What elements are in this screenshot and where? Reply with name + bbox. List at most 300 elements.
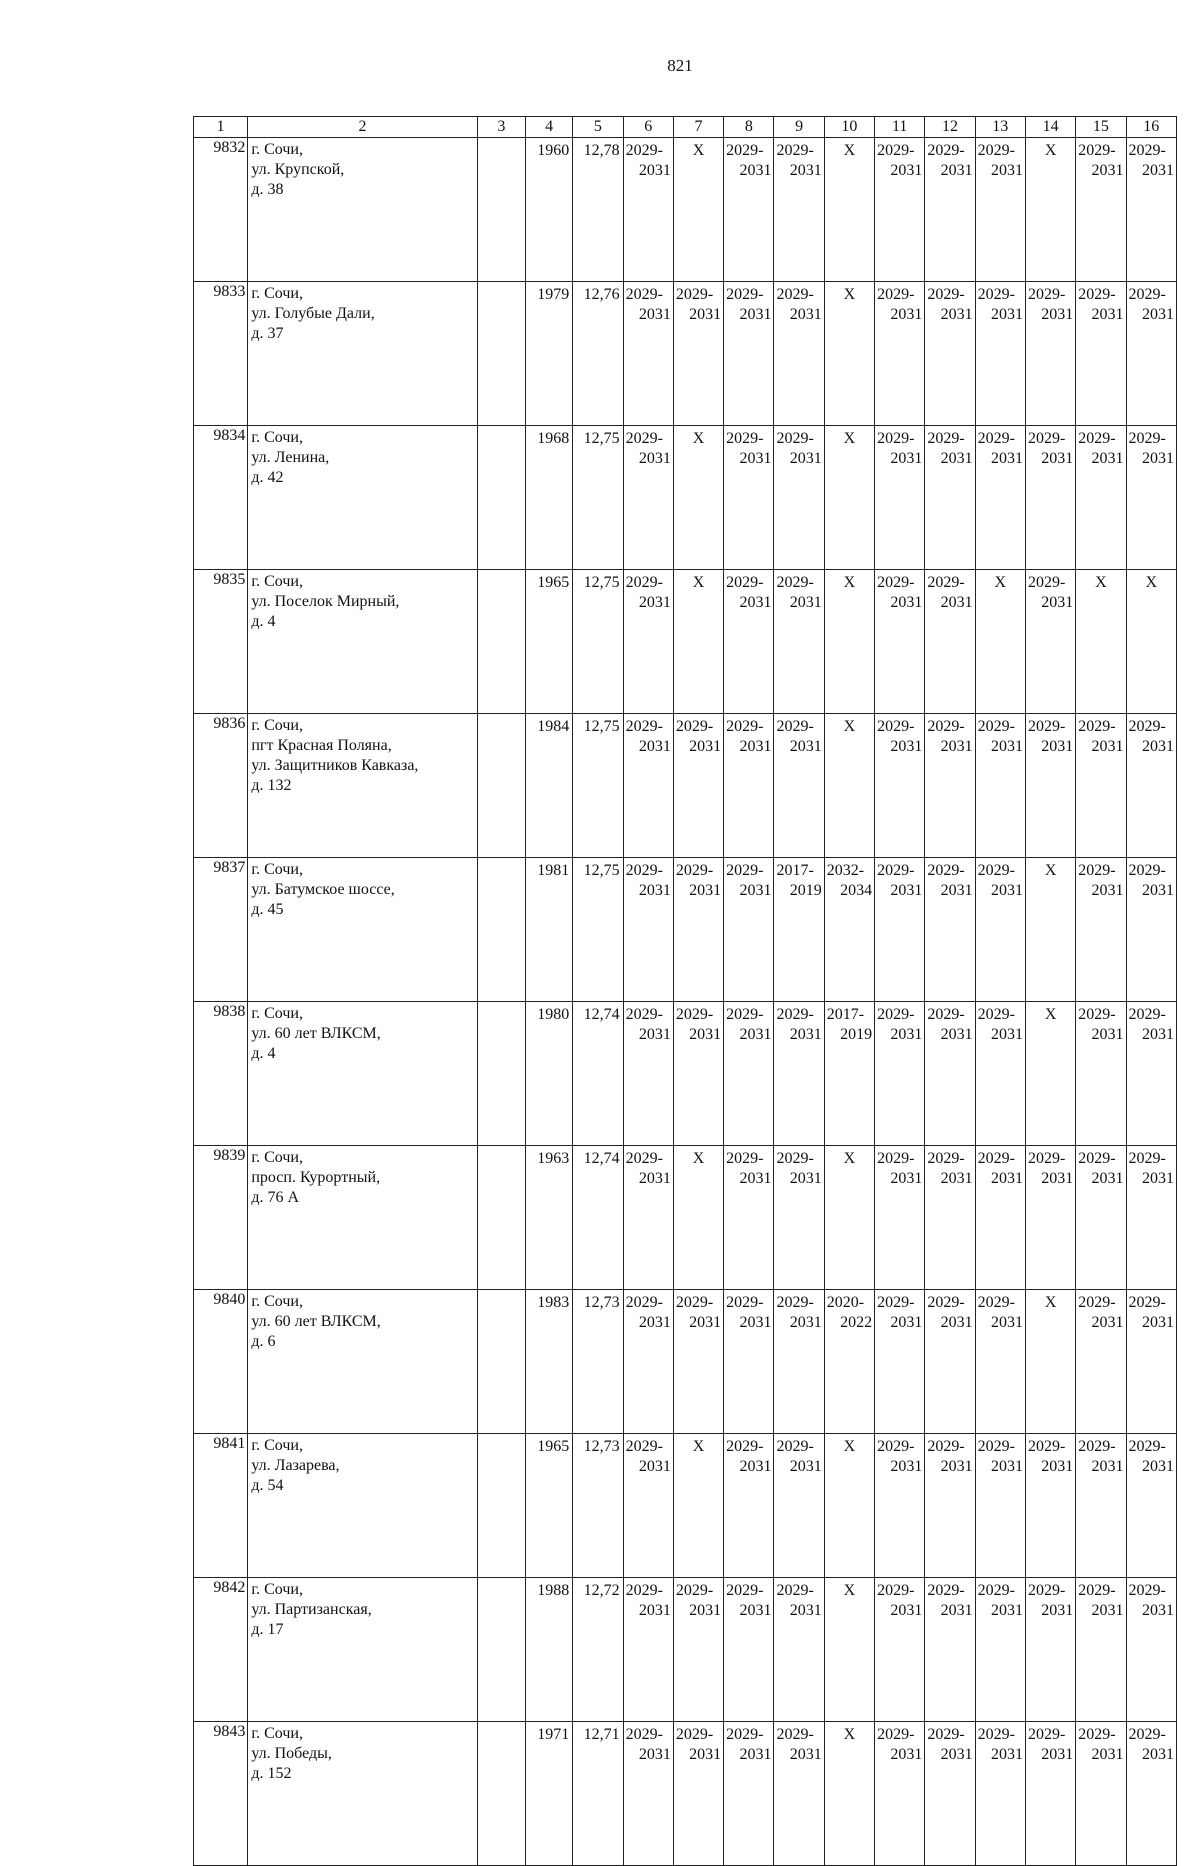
address-cell (248, 858, 477, 1002)
period-cell (1025, 1434, 1075, 1578)
period-start: 2029- (927, 718, 965, 735)
address-line: г. Сочи, (251, 285, 303, 302)
col-header: 8 (724, 117, 774, 138)
col-header: 3 (477, 117, 525, 138)
empty-column-3-cell (477, 426, 525, 570)
address-line: г. Сочи, (251, 1293, 303, 1310)
period-start: 2029- (625, 430, 663, 447)
period-start: 2029- (927, 430, 965, 447)
address-line: г. Сочи, (251, 1149, 303, 1166)
period-end: 2031 (1041, 450, 1074, 467)
period-start: 2029- (1027, 1438, 1066, 1455)
period-cell (724, 1434, 774, 1578)
period-start: 2029- (776, 1150, 814, 1167)
address-line: д. 132 (251, 777, 292, 794)
address-line: д. 45 (251, 901, 284, 918)
period-cell (875, 282, 925, 426)
period-start: 2029- (675, 1726, 714, 1743)
build-year-cell: 1965 (526, 1434, 573, 1578)
period-start: 2020- (826, 1294, 865, 1311)
period-start: 2029- (776, 286, 814, 303)
period-end: 2031 (990, 1170, 1023, 1187)
period-end: 2031 (638, 1026, 671, 1043)
index-value-cell: 12,74 (573, 1146, 623, 1290)
period-cell (724, 1578, 774, 1722)
index-value-cell: 12,75 (573, 426, 623, 570)
period-end: 2031 (1091, 882, 1124, 899)
address-line: д. 4 (251, 613, 276, 630)
period-end: 2031 (739, 1746, 772, 1763)
period-start: 2029- (1128, 862, 1166, 879)
period-cell (724, 714, 774, 858)
period-end: 2031 (1142, 1314, 1174, 1331)
address-line: д. 152 (251, 1765, 292, 1782)
period-start: 2029- (625, 574, 663, 591)
period-start: 2029- (927, 574, 965, 591)
period-end: 2031 (940, 1170, 973, 1187)
period-end: 2031 (890, 1026, 923, 1043)
period-cell (975, 570, 1025, 714)
build-year-cell: 1968 (526, 426, 573, 570)
period-cell (975, 1002, 1025, 1146)
period-start: 2029- (776, 1438, 814, 1455)
period-cell (925, 858, 975, 1002)
period-start: 2029- (726, 1150, 764, 1167)
period-start: 2029- (927, 862, 965, 879)
period-cell (1025, 138, 1075, 282)
period-end: 2019 (840, 1026, 873, 1043)
period-end: 2031 (789, 1458, 822, 1475)
period-start: 2029- (776, 1294, 814, 1311)
col-header: 1 (194, 117, 248, 138)
period-start: 2029- (726, 574, 764, 591)
period-cell (824, 714, 874, 858)
period-end: 2031 (1041, 738, 1074, 755)
period-end: 2031 (1041, 306, 1074, 323)
record-number-cell: 9842 (194, 1578, 248, 1722)
period-cell (1076, 426, 1126, 570)
period-start: 2029- (625, 862, 663, 879)
period-start: 2029- (1027, 718, 1066, 735)
period-end: 2031 (638, 1314, 671, 1331)
period-cell (975, 1578, 1025, 1722)
table-row (194, 1434, 1177, 1578)
period-end: 2031 (1091, 1458, 1124, 1475)
period-start: 2029- (877, 1150, 915, 1167)
period-cell (774, 282, 824, 426)
period-cell (875, 1002, 925, 1146)
build-year-cell: 1983 (526, 1290, 573, 1434)
period-cell (824, 1578, 874, 1722)
period-cell (1076, 714, 1126, 858)
period-end: 2031 (1091, 1026, 1124, 1043)
address-line: г. Сочи, (251, 1581, 303, 1598)
address-line: ул. Голубые Дали, (251, 305, 375, 322)
period-end: 2031 (789, 162, 822, 179)
period-none-mark: X (843, 430, 856, 447)
period-end: 2031 (1041, 1170, 1074, 1187)
period-end: 2031 (689, 1314, 722, 1331)
period-cell (975, 1434, 1025, 1578)
period-start: 2029- (927, 1438, 965, 1455)
period-end: 2031 (638, 1746, 671, 1763)
period-start: 2029- (776, 1582, 814, 1599)
index-value-cell: 12,72 (573, 1578, 623, 1722)
build-year-cell: 1984 (526, 714, 573, 858)
period-cell (623, 282, 673, 426)
address-line: д. 4 (251, 1045, 276, 1062)
period-start: 2029- (776, 1006, 814, 1023)
period-cell (774, 1434, 824, 1578)
period-start: 2029- (977, 430, 1015, 447)
period-cell (975, 1290, 1025, 1434)
address-line: ул. Партизанская, (251, 1601, 372, 1618)
period-cell (774, 714, 824, 858)
index-value-cell: 12,73 (573, 1434, 623, 1578)
period-start: 2029- (1027, 1726, 1066, 1743)
period-end: 2031 (1142, 1458, 1174, 1475)
period-cell (673, 1290, 723, 1434)
address-line: ул. Защитников Кавказа, (251, 757, 419, 774)
period-end: 2031 (1142, 882, 1174, 899)
period-start: 2029- (675, 286, 714, 303)
period-start: 2029- (927, 1294, 965, 1311)
period-start: 2029- (726, 142, 764, 159)
period-end: 2031 (940, 1746, 973, 1763)
index-value-cell: 12,75 (573, 570, 623, 714)
period-cell (1076, 1578, 1126, 1722)
record-number-cell: 9832 (194, 138, 248, 282)
period-none-mark: X (843, 286, 856, 303)
period-none-mark: X (692, 142, 705, 159)
period-end: 2031 (1091, 738, 1124, 755)
period-start: 2029- (927, 1150, 965, 1167)
period-start: 2029- (1128, 1438, 1166, 1455)
period-end: 2031 (990, 306, 1023, 323)
period-start: 2029- (877, 1582, 915, 1599)
period-end: 2031 (940, 1026, 973, 1043)
period-end: 2031 (789, 1746, 822, 1763)
period-end: 2031 (739, 1314, 772, 1331)
period-cell (925, 282, 975, 426)
empty-column-3-cell (477, 570, 525, 714)
period-end: 2031 (638, 738, 671, 755)
address-line: г. Сочи, (251, 141, 303, 158)
address-cell (248, 1002, 477, 1146)
address-line: ул. Лазарева, (251, 1457, 340, 1474)
period-start: 2029- (877, 1726, 915, 1743)
period-cell (724, 426, 774, 570)
period-cell (925, 1722, 975, 1866)
period-start: 2029- (877, 574, 915, 591)
table-row (194, 1722, 1177, 1866)
period-cell (1076, 1002, 1126, 1146)
period-start: 2029- (675, 1006, 714, 1023)
col-header: 13 (975, 117, 1025, 138)
col-header: 6 (623, 117, 673, 138)
period-start: 2029- (1027, 430, 1066, 447)
period-cell (1025, 1290, 1075, 1434)
record-number-cell: 9834 (194, 426, 248, 570)
period-end: 2031 (789, 1170, 822, 1187)
period-cell (1126, 570, 1176, 714)
period-end: 2031 (638, 882, 671, 899)
build-year-cell: 1971 (526, 1722, 573, 1866)
period-none-mark: X (843, 1582, 856, 1599)
address-line: ул. Победы, (251, 1745, 332, 1762)
col-header: 11 (875, 117, 925, 138)
period-cell (623, 138, 673, 282)
period-cell (824, 1722, 874, 1866)
address-line: г. Сочи, (251, 429, 303, 446)
period-none-mark: X (1044, 142, 1057, 159)
index-value-cell: 12,76 (573, 282, 623, 426)
period-none-mark: X (843, 1726, 856, 1743)
period-end: 2031 (789, 306, 822, 323)
period-cell (623, 714, 673, 858)
period-cell (875, 858, 925, 1002)
housing-register-table (193, 116, 1177, 1866)
record-number-cell: 9838 (194, 1002, 248, 1146)
period-cell (1126, 858, 1176, 1002)
period-start: 2029- (1078, 1294, 1116, 1311)
period-start: 2029- (625, 1726, 663, 1743)
period-cell (623, 1002, 673, 1146)
period-cell (774, 138, 824, 282)
period-cell (824, 1146, 874, 1290)
period-cell (724, 1290, 774, 1434)
period-cell (1126, 1722, 1176, 1866)
address-line: г. Сочи, (251, 573, 303, 590)
period-cell (623, 1146, 673, 1290)
period-start: 2029- (726, 1582, 764, 1599)
period-start: 2029- (726, 1006, 764, 1023)
period-cell (724, 1002, 774, 1146)
period-start: 2029- (675, 718, 714, 735)
col-header: 9 (774, 117, 824, 138)
period-cell (1126, 1434, 1176, 1578)
period-cell (724, 138, 774, 282)
period-start: 2029- (776, 574, 814, 591)
period-cell (975, 426, 1025, 570)
period-end: 2031 (940, 594, 973, 611)
empty-column-3-cell (477, 1434, 525, 1578)
period-cell (724, 570, 774, 714)
period-start: 2029- (1078, 1150, 1116, 1167)
empty-column-3-cell (477, 1290, 525, 1434)
empty-column-3-cell (477, 138, 525, 282)
period-end: 2031 (789, 1602, 822, 1619)
col-header: 16 (1126, 117, 1176, 138)
period-cell (925, 570, 975, 714)
period-start: 2029- (977, 1438, 1015, 1455)
address-cell (248, 282, 477, 426)
col-header: 4 (526, 117, 573, 138)
period-start: 2029- (776, 1726, 814, 1743)
period-cell (925, 138, 975, 282)
period-start: 2029- (1078, 862, 1116, 879)
period-start: 2029- (776, 142, 814, 159)
col-header: 5 (573, 117, 623, 138)
period-cell (875, 714, 925, 858)
table-row (194, 138, 1177, 282)
col-header: 7 (673, 117, 723, 138)
period-start: 2029- (726, 286, 764, 303)
period-end: 2031 (739, 738, 772, 755)
period-cell (1025, 1578, 1075, 1722)
build-year-cell: 1979 (526, 282, 573, 426)
table-row (194, 858, 1177, 1002)
period-none-mark: X (843, 574, 856, 591)
period-end: 2031 (940, 162, 973, 179)
empty-column-3-cell (477, 1146, 525, 1290)
period-cell (673, 1722, 723, 1866)
period-end: 2031 (1091, 1602, 1124, 1619)
period-end: 2031 (890, 882, 923, 899)
period-cell (673, 1146, 723, 1290)
period-cell (1126, 1002, 1176, 1146)
period-cell (1025, 570, 1075, 714)
period-cell (1076, 1722, 1126, 1866)
address-line: ул. Поселок Мирный, (251, 593, 400, 610)
period-cell (975, 1146, 1025, 1290)
period-cell (673, 1434, 723, 1578)
address-line: ул. Ленина, (251, 449, 330, 466)
period-cell (724, 1722, 774, 1866)
period-end: 2031 (1142, 1170, 1174, 1187)
period-none-mark: X (692, 1438, 705, 1455)
period-cell (925, 714, 975, 858)
period-cell (623, 1434, 673, 1578)
period-none-mark: X (843, 142, 856, 159)
period-cell (1025, 858, 1075, 1002)
period-start: 2029- (927, 1726, 965, 1743)
period-end: 2031 (689, 1026, 722, 1043)
period-start: 2029- (1027, 1582, 1066, 1599)
period-start: 2029- (1078, 1726, 1116, 1743)
period-end: 2031 (940, 1458, 973, 1475)
period-start: 2029- (1128, 1150, 1166, 1167)
period-start: 2029- (776, 718, 814, 735)
address-line: ул. 60 лет ВЛКСМ, (251, 1025, 381, 1042)
table-row (194, 282, 1177, 426)
period-cell (774, 1002, 824, 1146)
period-start: 2029- (1078, 142, 1116, 159)
index-value-cell: 12,75 (573, 714, 623, 858)
period-end: 2031 (689, 882, 722, 899)
period-cell (975, 138, 1025, 282)
period-start: 2029- (1078, 430, 1116, 447)
col-header: 14 (1025, 117, 1075, 138)
period-start: 2029- (977, 1294, 1015, 1311)
period-cell (774, 1290, 824, 1434)
period-start: 2029- (877, 718, 915, 735)
period-cell (774, 1722, 824, 1866)
period-start: 2017- (826, 1006, 865, 1023)
period-end: 2031 (990, 1602, 1023, 1619)
period-end: 2031 (1142, 162, 1174, 179)
index-value-cell: 12,73 (573, 1290, 623, 1434)
period-cell (774, 1146, 824, 1290)
period-end: 2031 (1142, 450, 1174, 467)
address-line: д. 42 (251, 469, 284, 486)
period-end: 2031 (638, 1602, 671, 1619)
period-end: 2031 (1091, 306, 1124, 323)
period-start: 2029- (625, 1006, 663, 1023)
period-start: 2029- (927, 1582, 965, 1599)
empty-column-3-cell (477, 714, 525, 858)
build-year-cell: 1980 (526, 1002, 573, 1146)
period-start: 2029- (1128, 718, 1166, 735)
period-end: 2031 (990, 1746, 1023, 1763)
period-end: 2031 (890, 162, 923, 179)
period-start: 2029- (1078, 1006, 1116, 1023)
period-start: 2029- (927, 286, 965, 303)
address-cell (248, 714, 477, 858)
period-cell (1076, 1434, 1126, 1578)
period-cell (1076, 1146, 1126, 1290)
period-end: 2031 (890, 1314, 923, 1331)
period-cell (623, 1290, 673, 1434)
period-start: 2029- (1078, 718, 1116, 735)
period-end: 2031 (638, 594, 671, 611)
period-cell (875, 1578, 925, 1722)
period-end: 2031 (689, 1746, 722, 1763)
period-cell (1126, 714, 1176, 858)
period-end: 2031 (789, 450, 822, 467)
period-start: 2029- (1128, 1006, 1166, 1023)
period-none-mark: X (1044, 862, 1057, 879)
period-end: 2031 (638, 450, 671, 467)
period-start: 2029- (977, 862, 1015, 879)
period-end: 2031 (1091, 162, 1124, 179)
empty-column-3-cell (477, 1722, 525, 1866)
period-start: 2029- (927, 142, 965, 159)
period-cell (1076, 1290, 1126, 1434)
period-end: 2031 (890, 738, 923, 755)
period-end: 2031 (739, 1170, 772, 1187)
period-start: 2029- (977, 1150, 1015, 1167)
empty-column-3-cell (477, 1578, 525, 1722)
index-value-cell: 12,71 (573, 1722, 623, 1866)
period-cell (1025, 714, 1075, 858)
period-end: 2031 (739, 450, 772, 467)
period-end: 2031 (789, 1314, 822, 1331)
period-cell (875, 1434, 925, 1578)
period-cell (975, 1722, 1025, 1866)
period-cell (774, 426, 824, 570)
table-row (194, 1146, 1177, 1290)
period-cell (824, 426, 874, 570)
period-cell (1126, 138, 1176, 282)
period-cell (925, 1434, 975, 1578)
column-number-header (194, 117, 1177, 138)
index-value-cell: 12,74 (573, 1002, 623, 1146)
address-line: д. 54 (251, 1477, 284, 1494)
address-line: г. Сочи, (251, 1437, 303, 1454)
period-none-mark: X (692, 574, 705, 591)
period-cell (1126, 1578, 1176, 1722)
period-start: 2029- (1027, 574, 1066, 591)
period-end: 2034 (840, 882, 873, 899)
period-cell (623, 1722, 673, 1866)
period-cell (673, 858, 723, 1002)
period-end: 2031 (1142, 1602, 1174, 1619)
period-end: 2031 (1041, 1746, 1074, 1763)
period-start: 2029- (1128, 286, 1166, 303)
period-cell (1025, 1722, 1075, 1866)
build-year-cell: 1965 (526, 570, 573, 714)
